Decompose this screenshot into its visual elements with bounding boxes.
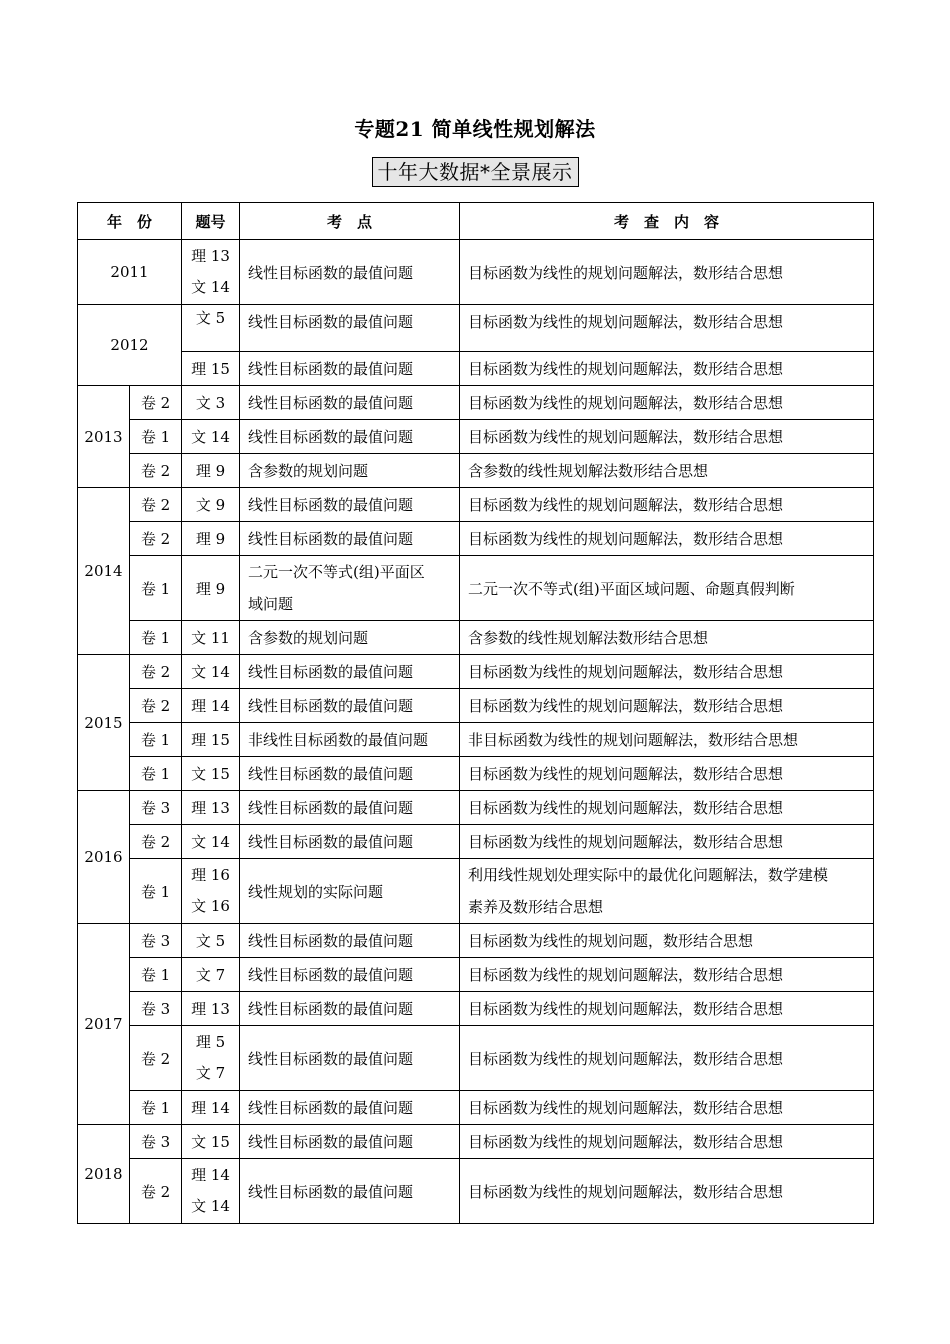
number-line: 理 5 <box>195 1033 226 1051</box>
year-cell: 2016 <box>78 791 130 924</box>
number-cell: 理 15 <box>182 352 240 386</box>
number-cell: 文 5 <box>182 924 240 958</box>
point-cell: 线性目标函数的最值问题 <box>240 757 460 791</box>
content-cell: 目标函数为线性的规划问题解法，数形结合思想 <box>460 757 874 791</box>
point-cell: 含参数的规划问题 <box>240 454 460 488</box>
point-cell: 线性目标函数的最值问题 <box>240 352 460 386</box>
content-cell: 目标函数为线性的规划问题解法，数形结合思想 <box>460 689 874 723</box>
year-cell: 2018 <box>78 1125 130 1224</box>
header-point: 考 点 <box>240 203 460 240</box>
point-cell <box>240 556 460 621</box>
table-row <box>78 1125 874 1159</box>
table-row <box>78 1091 874 1125</box>
content-cell: 目标函数为线性的规划问题，数形结合思想 <box>460 924 874 958</box>
year-cell: 2011 <box>78 240 182 305</box>
header-number: 题号 <box>182 203 240 240</box>
volume-cell: 卷 1 <box>130 420 182 454</box>
number-cell: 文 14 <box>182 825 240 859</box>
table-row <box>78 420 874 454</box>
number-cell: 理 9 <box>182 522 240 556</box>
point-cell: 线性目标函数的最值问题 <box>240 992 460 1026</box>
number-line: 文 16 <box>191 897 230 915</box>
header-content: 考 查 内 容 <box>460 203 874 240</box>
number-cell: 文 7 <box>182 958 240 992</box>
point-cell: 线性目标函数的最值问题 <box>240 825 460 859</box>
volume-cell: 卷 2 <box>130 1026 182 1091</box>
number-line: 理 13 <box>191 247 230 265</box>
number-cell: 文 14 <box>182 420 240 454</box>
volume-cell: 卷 2 <box>130 488 182 522</box>
number-line: 文 14 <box>191 278 230 296</box>
content-cell: 目标函数为线性的规划问题解法，数形结合思想 <box>460 655 874 689</box>
point-cell: 含参数的规划问题 <box>240 621 460 655</box>
content-cell: 目标函数为线性的规划问题解法，数形结合思想 <box>460 958 874 992</box>
year-cell: 2015 <box>78 655 130 791</box>
content-cell <box>460 859 874 924</box>
point-cell: 线性目标函数的最值问题 <box>240 655 460 689</box>
volume-cell: 卷 2 <box>130 1159 182 1224</box>
volume-cell: 卷 1 <box>130 621 182 655</box>
number-cell: 文 3 <box>182 386 240 420</box>
point-cell: 线性目标函数的最值问题 <box>240 958 460 992</box>
volume-cell: 卷 3 <box>130 924 182 958</box>
table-row <box>78 655 874 689</box>
number-cell: 理 9 <box>182 556 240 621</box>
content-cell: 目标函数为线性的规划问题解法，数形结合思想 <box>460 992 874 1026</box>
number-cell: 理 9 <box>182 454 240 488</box>
content-line: 利用线性规划处理实际中的最优化问题解法，数学建模 <box>468 866 829 884</box>
content-cell: 目标函数为线性的规划问题解法，数形结合思想 <box>460 488 874 522</box>
year-cell: 2013 <box>78 386 130 488</box>
point-cell: 线性目标函数的最值问题 <box>240 924 460 958</box>
point-cell: 线性目标函数的最值问题 <box>240 488 460 522</box>
volume-cell: 卷 3 <box>130 1125 182 1159</box>
point-cell: 线性目标函数的最值问题 <box>240 791 460 825</box>
table-row <box>78 621 874 655</box>
table-row <box>78 1026 874 1091</box>
volume-cell: 卷 1 <box>130 1091 182 1125</box>
point-cell: 线性目标函数的最值问题 <box>240 689 460 723</box>
point-line: 域问题 <box>248 595 294 613</box>
number-cell: 文 9 <box>182 488 240 522</box>
year-cell: 2012 <box>78 305 182 386</box>
point-cell: 线性规划的实际问题 <box>240 859 460 924</box>
number-cell: 理 13 <box>182 992 240 1026</box>
table-row <box>78 924 874 958</box>
table-row <box>78 859 874 924</box>
table-row <box>78 992 874 1026</box>
number-cell: 理 15 <box>182 723 240 757</box>
header-year: 年 份 <box>78 203 182 240</box>
table-row <box>78 305 874 352</box>
table-row <box>78 958 874 992</box>
content-cell: 目标函数为线性的规划问题解法，数形结合思想 <box>460 240 874 305</box>
number-cell <box>182 1026 240 1091</box>
table-row <box>78 689 874 723</box>
content-cell: 二元一次不等式(组)平面区域问题、命题真假判断 <box>460 556 874 621</box>
volume-cell: 卷 1 <box>130 757 182 791</box>
volume-cell: 卷 3 <box>130 791 182 825</box>
volume-cell: 卷 1 <box>130 556 182 621</box>
number-line: 理 16 <box>191 866 230 884</box>
number-cell <box>182 859 240 924</box>
content-cell: 目标函数为线性的规划问题解法，数形结合思想 <box>460 386 874 420</box>
table-row <box>78 522 874 556</box>
content-line: 素养及数形结合思想 <box>468 898 604 916</box>
volume-cell: 卷 2 <box>130 522 182 556</box>
exam-table <box>77 202 874 1224</box>
volume-cell: 卷 1 <box>130 723 182 757</box>
volume-cell: 卷 3 <box>130 992 182 1026</box>
table-row <box>78 556 874 621</box>
number-cell: 文 15 <box>182 757 240 791</box>
number-cell: 文 15 <box>182 1125 240 1159</box>
volume-cell: 卷 1 <box>130 958 182 992</box>
content-cell: 目标函数为线性的规划问题解法，数形结合思想 <box>460 791 874 825</box>
content-cell: 目标函数为线性的规划问题解法，数形结合思想 <box>460 522 874 556</box>
content-cell: 非目标函数为线性的规划问题解法，数形结合思想 <box>460 723 874 757</box>
volume-cell: 卷 2 <box>130 386 182 420</box>
number-cell: 文 14 <box>182 655 240 689</box>
volume-cell: 卷 2 <box>130 454 182 488</box>
number-cell <box>182 240 240 305</box>
table-row <box>78 454 874 488</box>
subtitle-container <box>0 157 950 187</box>
point-cell: 线性目标函数的最值问题 <box>240 240 460 305</box>
page-title: 专题21 简单线性规划解法 <box>354 117 596 141</box>
point-cell: 线性目标函数的最值问题 <box>240 1159 460 1224</box>
year-cell: 2017 <box>78 924 130 1125</box>
number-cell: 理 14 <box>182 1091 240 1125</box>
table-row <box>78 791 874 825</box>
table-row <box>78 825 874 859</box>
table-row <box>78 757 874 791</box>
table-row <box>78 352 874 386</box>
table-row <box>78 723 874 757</box>
point-cell: 线性目标函数的最值问题 <box>240 1091 460 1125</box>
content-cell: 含参数的线性规划解法数形结合思想 <box>460 621 874 655</box>
volume-cell: 卷 2 <box>130 655 182 689</box>
number-cell: 文 11 <box>182 621 240 655</box>
content-cell: 目标函数为线性的规划问题解法，数形结合思想 <box>460 420 874 454</box>
table-row <box>78 240 874 305</box>
number-cell: 理 13 <box>182 791 240 825</box>
table-row <box>78 488 874 522</box>
number-line: 理 14 <box>191 1166 230 1184</box>
content-cell: 目标函数为线性的规划问题解法，数形结合思想 <box>460 1159 874 1224</box>
point-line: 二元一次不等式(组)平面区 <box>248 563 425 581</box>
number-cell: 理 14 <box>182 689 240 723</box>
subtitle-box: 十年大数据*全景展示 <box>372 157 579 187</box>
point-cell: 线性目标函数的最值问题 <box>240 386 460 420</box>
number-cell <box>182 1159 240 1224</box>
content-cell: 含参数的线性规划解法数形结合思想 <box>460 454 874 488</box>
content-cell: 目标函数为线性的规划问题解法，数形结合思想 <box>460 1026 874 1091</box>
year-cell: 2014 <box>78 488 130 655</box>
number-line: 文 7 <box>195 1064 226 1082</box>
content-cell: 目标函数为线性的规划问题解法，数形结合思想 <box>460 825 874 859</box>
number-cell: 文 5 <box>182 305 240 352</box>
content-cell: 目标函数为线性的规划问题解法，数形结合思想 <box>460 1125 874 1159</box>
point-cell: 非线性目标函数的最值问题 <box>240 723 460 757</box>
content-cell: 目标函数为线性的规划问题解法，数形结合思想 <box>460 352 874 386</box>
point-cell: 线性目标函数的最值问题 <box>240 305 460 352</box>
volume-cell: 卷 2 <box>130 825 182 859</box>
table-row <box>78 386 874 420</box>
point-cell: 线性目标函数的最值问题 <box>240 420 460 454</box>
point-cell: 线性目标函数的最值问题 <box>240 1026 460 1091</box>
table-row <box>78 1159 874 1224</box>
point-cell: 线性目标函数的最值问题 <box>240 522 460 556</box>
point-cell: 线性目标函数的最值问题 <box>240 1125 460 1159</box>
content-cell: 目标函数为线性的规划问题解法，数形结合思想 <box>460 1091 874 1125</box>
volume-cell: 卷 2 <box>130 689 182 723</box>
content-cell: 目标函数为线性的规划问题解法，数形结合思想 <box>460 305 874 352</box>
volume-cell: 卷 1 <box>130 859 182 924</box>
number-line: 文 14 <box>191 1197 230 1215</box>
header-row <box>78 203 874 240</box>
